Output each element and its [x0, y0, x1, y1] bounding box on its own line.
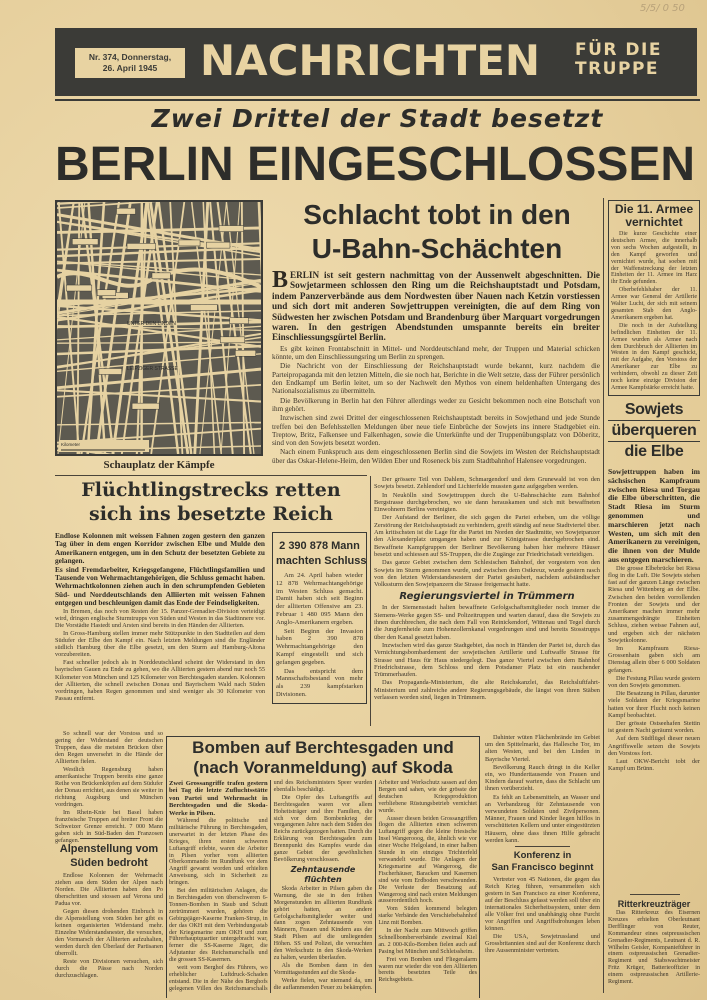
main-article-body: [272, 267, 600, 466]
paragraph: Der Aufstand der Berliner, die sich gegen die Partei erheben, um die völlige Zerstörung der Reichshauptstadt zu verhindern, greift ständig auf neue Stadtviertel über. Am kritischsten ist die Lage für die Partei im Norden der Stadtmitte, wo Sowjetpanzer den Alexanderplatz umgangen haben und zur Königstrasse durchgebrochen sind. Bewaffnete Kampfgruppen der Berliner Bevölkerung haben hier mehrere Häuser besetzt und schiessen auf SS-Truppen, die die Zugänge zur Friedrichstadt verteidigen.: [374, 514, 600, 558]
elbe-article: [608, 468, 700, 773]
paragraph: Vom Süden kommend belegten starke Verbände den Verschiebebahnhof Linz mit Bomben.: [378, 906, 477, 927]
paragraph: Die grosse Elbebrücke bei Riesa flog in die Luft. Die Sowjets stehen fast auf der ganzen Länge zwischen Riesa und Wittenberg an der Elbe. Zwischen den beiden vorrollenden Fronten der Sowjets und der Amerikaner machen immer mehr zusammengedrängte Einheiten Schluss, ziehen weisse Fahnen auf, und ergeben sich der nächsten Sowjetkolonne.: [608, 564, 700, 644]
bomben-headline: [168, 738, 478, 778]
alpen-body: [55, 872, 163, 979]
issue-date-box: [75, 48, 185, 78]
paragraph: Im Rhein-Knie bei Basel haben französische Truppen auf breiter Front die Schweizer Grenze erreicht. 7 000 Mann gaben sich in Süd-Baden den Franzosen gefangen.: [55, 809, 163, 844]
paragraph: Als die Bomben dann in den Vormittagsstunden auf die Skoda-: [273, 962, 373, 976]
map-caption: Schauplatz der Kämpfe: [103, 459, 215, 471]
main-article-lead: [272, 267, 600, 343]
elbe-title-3: die Elbe: [624, 443, 684, 460]
paragraph: Endlose Kolonnen der Wehrmacht ziehen aus dem Süden der Alpen nach Norden. Die Alliierten haben den Po überschritten und stossen auf Verona und Padua vor.: [55, 872, 163, 907]
armee-title-1: Die 11. Armee: [614, 202, 694, 216]
paragraph: In Bremen, das noch von Resten der 15. Panzer-Grenadier-Division verteidigt wird, dringen englische Sturmtrupps von Süden und Westen in das Stadtinnere vor. Die Vorstädte Hastedt und Arsten sind bereits in den Händen der Alliierten.: [55, 607, 265, 629]
elbe-body: [608, 565, 700, 773]
map-label-box: [117, 208, 136, 214]
paragraph: Frei von Bomben und Fliegeralarm waren nur wieder die von den Alliierten bereits besetzten Teile des Reichsgebiets.: [378, 956, 477, 984]
map-label-box: [219, 226, 243, 232]
konferenz-title-2: San Francisco beginnt: [491, 862, 594, 873]
map-scale-label: Kilometer: [61, 442, 81, 447]
mann-title-2: machten Schluss: [276, 555, 367, 567]
paragraph: Es fehlt an Lebensmitteln, an Wasser und an Verbandzeug für Zehntausende von verwundeten Soldaten und Zivilpersonen. Männer, Frauen und Kinder liegen hilflos in verschütteten Kellern und unter eingestürzten Häusern, ohne dass ihnen Hilfe gebracht werden kann.: [485, 793, 600, 844]
armee-headline: [611, 203, 697, 229]
paragraph: Vertreter von 45 Nationen, die gegen das Reich Krieg führen, versammelten sich gestern in San Francisco zu einer Konferenz, auf der Beschluss gefasst werden soll über ein internationales Sicherheitssystem, unter dem alle Völker frei und unabhängig ohne Furcht vor Angriffen und Angriffsdrohungen leben können.: [485, 876, 600, 932]
ritter-headline: Ritterkreuzträger: [617, 899, 691, 909]
paragraph: Oberbefehlshaber der 11. Armee war General der Artillerie Walter Lucht, der sich mit seinem gesamten Stab den Anglo-Amerikanern ergeben hat.: [611, 287, 697, 321]
konferenz-headline: [485, 850, 600, 874]
fluecht-tail: [55, 730, 163, 844]
paragraph: weit vom Berghof des Führers, wo erheblicher Luftdruck-Schaden entstand. Die in der Nähe des Berghofs gelegenen Villen des Reichsmarschalls und des Reichsministers Speer wurden ebenfalls beschädigt.: [169, 780, 373, 992]
subtitle-line-2: TRUPPE: [575, 59, 660, 79]
issue-date: 26. April 1945: [102, 63, 158, 73]
zehntausende-subhead: Zehntausende flüchten: [290, 864, 356, 884]
paragraph: Ausser diesen beiden Grossangriffen flogen die Alliierten einen schweren Luftangriff gegen die kleine friesische Insel Wangerooog, die, ähnlich wie vor einer Woche Helgoland, in einer halben Stunde in ein einziges Trichterfeld verwandelt wurde. Die Anlagen der Kriegsmarine auf Wangeroog, die Fischerhäuser, Baracken und Kasernen sind wie vom Erdboden verschwunden. Die Verluste der Besatzung auf Wangeroog sind nach ersten Meldungen ausserordentlich hoch.: [378, 815, 477, 905]
paragraph: Inzwischen wird das ganze Stadtgebiet, das noch in Händen der Partei ist, durch das Vernichtungsbombardement der sowjetischen Artillerie und Luftwaffe Strasse für Strasse und Haus für Haus niedergelegt. Das ganze Viertel zwischen dem Bahnhof Friedrichstrasse, dem Schloss und dem Potsdamer Platz ist ein rauchender Trümmerhaufen.: [374, 641, 600, 679]
paragraph: Das entspricht dem Mannschaftsbestand von mehr als 239 kampfstarken Divisionen.: [276, 667, 363, 698]
armee-body: [611, 231, 697, 392]
paragraph: Fast schneller jedoch als in Norddeutschland scheint der Widerstand in den bayrischen Gauen zu Ende zu gehen, wo die Alliierten gestern abend nur noch 55 Kilometer von München und 125 Kilometer von Berchtesgaden standen. Kolonnen der Alliierten, die schnell zwischen Donau und Bayrischem Wald nach Süden vordringen, haben Regen genommen und sind weniger als 30 Kilometer von Passau entfernt.: [55, 659, 265, 702]
headline-kicker: Zwei Drittel der Stadt besetzt: [151, 104, 604, 133]
main-article-tail: [485, 734, 600, 845]
column-divider: [603, 198, 604, 993]
main-title-line-2: U-Bahn-Schächten: [311, 233, 563, 264]
bomben-lead: Zwei Grossangriffe trafen gestern bei Tag die letzte Zufluchtsstätte von Partei und Wehrmacht in Berchtesgaden und die Skoda-Werke in Pilsen.: [169, 780, 268, 817]
main-headline: BERLIN EINGESCHLOSSEN: [55, 138, 696, 191]
paragraph: Die noch in der Aufstellung befindlichen Einheiten der 11. Armee wurden als Armee nach dem Durchbruch der Alliierten im Westen in den Kampf geschickt, mit der Aufgabe, den Vorstoss der Amerikaner zur Elbe zu verhindern, obwohl zu dieser Zeit noch keine einzige Division der Armee Kampfstärke erreicht hatte.: [611, 322, 697, 391]
drop-cap: B: [272, 267, 289, 293]
paragraph: Die Opfer des Luftangriffs auf Berchtesgaden waren vor allem Hoheitsträger und ihre Familien, die sich vor dem Bombenkrieg der vergangenen Jahre nach dem Süden des Reichs zurückgezogen hatten. Durch die Erklärung von Berchtesgaden zum Brennpunkt des Kampfes wurde das ganze Gebiet der gewöhnlichen Bevölkerung verschlossen.: [273, 794, 373, 863]
masthead-rule: [55, 99, 700, 101]
bomben-title-1: Bomben auf Berchtesgaden und: [192, 738, 454, 757]
paragraph: In der Nacht zum Mittwoch griffen Schnellbomberverbände zweimal Kiel an. 2 000-Kilo-Bomben fielen auch auf Pasing bei München und Schleissheim.: [378, 928, 477, 955]
paragraph: Die Besatzung in Pillau, darunter viele Soldaten der Kriegsmarine hatten vor ihrer Flucht noch keinen Kampf beobachtet.: [608, 690, 700, 719]
subtitle-line-1: FÜR DIE: [575, 40, 662, 60]
masthead: [55, 28, 697, 96]
map-label-box: [132, 403, 159, 409]
paragraph: Bei den militärischen Anlagen, die in Berchtesgaden von überschweren 6-Tonnen-Bomben in Staub und Schutt zertrümmert wurden, gehören die Gebirgsjäger-Kaserne Franken-Strup, in der das OKH mit dem Verbindungsstab der Kriegsmarine zum OKH und zum Führerhauptquartier untergebracht war, ferner die SS-Kaserne Jäger, die Adjutantur des Reichsmarschalls und die grossen SS-Kasernen.: [169, 888, 268, 964]
fluecht-title-2: sich ins besetzte Reich: [89, 503, 333, 525]
paragraph: In der Siemensstadt halten bewaffnete Gefolgschaftsmitglieder noch immer die Siemens-Werke gegen SS- und Polizeitruppen und warten darauf, dass die Sowjets zu ihnen durchbrechen, die nach dem Fall von Reinickendorf, Wittenau und Tegel durch die Jungfernheide zum Hohenzollernkanal vorgedrungen sind und bereits Stosstrupps über den Kanal gesetzt haben.: [374, 604, 600, 641]
paragraph: Inzwischen sind zwei Drittel der eingeschlossenen Reichshauptstadt bereits in Sowjethand und jede Stunde treffen bei den Befehlsstellen Meldungen über neue tiefe Einbrüche der Sowjets ins innere Stadtgebiet ein. Treptow, Britz, Falkensee und Falkenhagen, sowie die Unterkünfte und der Truppenübungsplatz von Döberitz, sind von den Sowjets besetzt worden.: [272, 414, 600, 448]
fluecht-continued: [55, 730, 163, 845]
paragraph: Endlose Kolonnen mit weissen Fahnen zogen gestern den ganzen Tag über in dem engen Korridor zwischen Elbe und Mulde den Amerikanern entgegen, um in den Schutz der besetzten Gebiete zu gelangen.: [55, 531, 265, 566]
ritter-article: [608, 898, 700, 987]
paragraph: Die Bevölkerung in Berlin hat den Führer allerdings weder zu Gesicht bekommen noch eine Botschaft von ihm gehört.: [272, 396, 600, 413]
map-label-box: [72, 239, 98, 245]
map-label-box: [220, 337, 244, 343]
paragraph: Skoda Arbeiter in Pilsen gaben die Warnung, die sie in den frühen Morgenstunden im alliierten Rundfunk gehört hatten, an andere Gefolgschaftsmitglieder weiter und dann zogen Zehntausende von Männern, Frauen und Kindern aus der Stadt Pilsen auf die umliegenden Höhen. SS und Polizei, die versuchten den Werkschutz in den Skoda-Werken zu halten, wurden überlaufen.: [273, 885, 373, 961]
map-label-box: [190, 305, 217, 311]
paragraph: Das Ritterkreuz des Eisernen Kreuzes erhielten Oberleutnant Derfflinger von Reuter, Kommandeur eines ostpreussischen Grenadier-Regiments, Leutnant d. R. Wilhelm Geisler, Kompanieführer in einem ostpreussischen Grenadier-Regiment und Stabswachtmeister Fritz Krüger, Batterieoffizier in einem ostpreussischen Artillerie-Regiment.: [608, 910, 700, 986]
paragraph: Bevölkerung Rauch dringt in die Keller ein, wo Hunderttausende von Frauen und Kindern darauf warten, dass die Schlacht um ihnen vorüberzieht.: [485, 763, 600, 793]
konferenz-article: [485, 876, 600, 955]
fluecht-title-1: Flüchtlingstrecks retten: [81, 479, 341, 501]
ritter-body: [608, 910, 700, 986]
fluecht-lead: [55, 532, 265, 608]
bomben-columns: [169, 780, 477, 993]
paragraph: Der grössere Teil von Dahlem, Schmargendorf und dem Grunewald ist von den Sowjets besetzt. Zehlendorf und Lichterfelde mussten ganz aufgegeben werden.: [374, 476, 600, 491]
main-article-continued: [374, 476, 600, 702]
map-label-leipziger: LEIPZIGER STRASSE: [127, 366, 178, 372]
fluecht-body: [55, 608, 265, 702]
map-label-box: [99, 368, 122, 374]
map-street: [218, 202, 251, 454]
main-article-headline: [272, 198, 602, 266]
archive-stamp: 5/5/ 0 50: [640, 3, 685, 14]
map-street: [242, 202, 244, 454]
paragraph: Werke fielen, war niemand da, um die auflammenden Feuer zu bekämpfen. Arbeiter und Werkschutz sassen auf den Bergen und sahen, wie der grösste der deutschen Kriegsproduktion verbliebene Rüstungsbetrieb vernichtet wurde.: [273, 780, 477, 991]
mann-body: [276, 572, 363, 699]
paragraph: Seit Beginn der Invasion haben 2 390 878 Wehrmachtangehörige den Kampf eingestellt und sich gefangen gegeben.: [276, 627, 363, 666]
paragraph: Nach einem Funkspruch aus dem eingeschlossenen Berlin sind die Sowjets im Westen der Reichshauptstadt über das Oskar-Helene-Heim, den Wilden Eber und Roseneck bis zum Stadtbahnhof Halensee vorgedrungen.: [272, 448, 600, 465]
paragraph: Die USA, Sowjetrussland und Grossbritannien sind auf der Konferenz durch ihre Aussenminister vertreten.: [485, 933, 600, 954]
map-label-box: [230, 318, 249, 324]
regierung-body: [374, 604, 600, 701]
elbe-title-1: Sowjets: [608, 400, 700, 421]
column-divider: [370, 476, 371, 726]
paragraph: Im Kampfraum Riesa-Grossenhain gaben sich am Dienstag allein über 6 000 Soldaten gefangen.: [608, 645, 700, 674]
map-street: [259, 202, 261, 454]
separator: [80, 838, 140, 839]
alpen-title-2: Süden bedroht: [70, 857, 148, 869]
paragraph: In Gross-Hamburg stellen immer mehr Stützpunkte in den Stadtteilen auf dem Südufer der Elbe den Kampf ein. Nach letzten Meldungen sind die Engländer südlich Hamburg über die Elbe gesetzt, um den Sturm auf Hamburg-Altona vorzubereiten.: [55, 629, 265, 659]
map-label-box: [179, 240, 200, 246]
elbe-title-2: überqueren: [608, 421, 700, 442]
konferenz-body: [485, 876, 600, 954]
paragraph: Auf dem Südflügel dieser neuen Angriffswelle setzen die Sowjets den Vorstoss fort.: [608, 735, 700, 757]
fluecht-headline: [55, 478, 367, 526]
paragraph: Das Propaganda-Ministerium, die alte Reichskanzlei, das Reichsluftfahrt-Ministerium und zahlreiche andere Regierungsgebäude, die längst von ihren Stäben verlassen worden sind, liegen in Trümmern.: [374, 679, 600, 702]
main-paragraphs: [272, 345, 600, 465]
alpen-title-1: Alpenstellung vom: [59, 843, 159, 855]
map-label-linden: UNTER DEN LINDEN: [127, 321, 176, 327]
map-label-box: [235, 350, 255, 356]
newspaper-subtitle: [575, 41, 662, 79]
paragraph: In Neukölln sind Sowjettruppen durch die U-Bahnschächte zum Bahnhof Bergstrasse durchgebrochen, wo sie dann herauskamen und sich mit bewaffneten Einwohnern Berlins vereinigten.: [374, 491, 600, 514]
paragraph: Die Festung Pillau wurde gestern von den Sowjets genommen.: [608, 674, 700, 690]
elbe-lead: Sowjettruppen haben im sächsischen Kampfraum zwischen Riesa und Torgau die Elbe überschritten, die Stadt Riesa im Sturm genommen und marschieren jetzt nach Westen, um sich mit den Amerikanern zu vereinigen, die ihnen von der Mulde aus entgegen marschieren.: [608, 467, 700, 564]
elbe-headline: [608, 400, 700, 462]
mann-headline: [276, 539, 367, 569]
paragraph: So schnell war der Vorstoss und so gering der Widerstand der deutschen Truppen, dass die meisten Brücken über den Regen unversehrt in die Hände der Alliierten fielen.: [55, 730, 163, 765]
map-label-box: [206, 242, 230, 248]
fluecht-article: [55, 532, 265, 703]
paragraph: Die Nachricht von der Einschliessung der Reichshauptstadt wurde bekannt, kurz nachdem die Parteipropaganda mit den letzten Mitteln, die sie noch hat, Berichte in die Welt setzte, dass der Führer persönlich den Endkampf um Berlin leitet, um so der Nachwelt den Mythos von einem heldenhaften Untergang des Nationalsozialismus zu übermitteln.: [272, 362, 600, 396]
armee-title-2: vernichtet: [625, 215, 683, 229]
paragraph: Das ganze Gebiet zwischen dem Schlesischen Bahnhof, der vorgestern von den Sowjets im Sturm genommen wurde, und zwischen dem Ostkreuz, wurde gestern rasch von den letzten Widerstandsnestern der Partei gesäubert, nachdem aufständischer Volkssturm den Sowjetpanzern die Strasse freigemacht hatte.: [374, 559, 600, 589]
paragraph: Während die politische und militärische Führung in Berchtesgaden, unerwartet in der letzten Phase des Krieges, ihren ersten schweren Luftangriff erlebte, waren die Arbeiter in Pilsen vorher vom alliierten Oberkommando im Rundfunk vor dem Angriff gewarnt worden und erhielten Anweisung, sich in Sicherheit zu bringen.: [169, 818, 268, 887]
paragraph: Es gibt keinen Frontabschnitt in Mittel- und Norddeutschland mehr, der Truppen und Material schicken könnte, um den Einschliessungsring um Berlin zu sprengen.: [272, 344, 600, 362]
separator: [515, 846, 570, 847]
newspaper-title: NACHRICHTEN: [200, 36, 541, 85]
map-label-box: [97, 290, 116, 296]
bomben-col-1-body: [169, 818, 268, 964]
main-tail-body: [485, 734, 600, 844]
paragraph: Westlich Regensburg haben amerikanische Truppen bereits eine ganze Reihe von Brückenköpfen auf dem Südufer der Donau errichtet, aus denen sie weiter in richtung Augsburg und München vordringen.: [55, 766, 163, 808]
berlin-map: [55, 200, 263, 456]
map-street: [57, 346, 261, 354]
map-label-box: [152, 273, 170, 279]
zehntausende-body: [274, 886, 373, 977]
paragraph: Gegen diesen drohenden Einbruch in die Alpenstellung vom Süden her gibt es keinen organisierten Widerstand mehr. Einzelne Widerstandsnester, die versuchen, den Vormarsch der Alliierten aufzuhalten, werden durch den Überlauf der Partisanen überrollt.: [55, 908, 163, 957]
separator: [55, 475, 367, 476]
regierung-subhead: Regierungsviertel in Trümmern: [399, 591, 575, 603]
mann-box: [272, 532, 367, 704]
bomben-title-2: (nach Voranmeldung) auf Skoda: [193, 758, 453, 777]
paragraph: Reste von Divisionen versuchen, sich durch die Pässe nach Norden durchzuschlagen.: [55, 958, 163, 979]
lead-text: ERLIN ist seit gestern nachmittag von der Aussenwelt abgeschnitten. Die Sowjetarmeen schlossen den Ring um die Reichshauptstadt und Potsdam, indem Panzerverbände aus dem Nordwesten über Nauen nach Ketzin vorstiessen und sich dort mit anderen Sowjettruppen vereinigten, die auf dem Ring von Südwesten her zwischen Potsdam und Brandenburg über Marquart vorgedrungen waren. In den gestrigen Abendstunden umspannte bereits ein breiter Einschliessungsgürtel Berlin.: [272, 270, 600, 343]
armee-box: [608, 200, 700, 396]
paragraph: Der grösste Ostseehafen Stettin ist gestern Nacht geräumt worden.: [608, 720, 700, 735]
paragraph: Es sind Fremdarbeiter, Kriegsgefangene, Flüchtlingsfamilien und Tausende von Wehrmachtangehörigen, die Schluss gemacht haben. Wehrmachtkolonnen ziehen auch in den schrumpfenden Gebieten Süd- und Norddeutschlands den Alliierten mit weissen Fahnen entgegen und beschleunigen damit das Ende der Feindseligkeiten.: [55, 564, 265, 608]
mann-title-1: 2 390 878 Mann: [279, 540, 360, 552]
continued-body: [374, 476, 600, 588]
paragraph: Laut OKW-Bericht tobt der Kampf um Brünn.: [608, 758, 700, 773]
map-label-box: [127, 243, 156, 249]
separator: [630, 894, 680, 895]
paragraph: Dahinter wüten Flächenbrände im Gebiet um den Spittelmarkt, das Hallesche Tor, im alten Westen, und bei den Linden in Bayrische Viertel.: [485, 734, 600, 763]
issue-number: Nr. 374, Donnerstag,: [88, 52, 172, 62]
paragraph: Am 24. April haben wieder 12 878 Wehrmachtangehörige im Westen Schluss gemacht. Damit haben sich seit Beginn der alliierten Offensive am 23. Februar 1 480 095 Mann den Anglo-Amerikanern ergeben.: [276, 572, 363, 626]
map-illustration: [57, 202, 261, 454]
main-title-line-1: Schlacht tobt in den: [303, 199, 571, 230]
paragraph: Die kurze Geschichte einer deutschen Armee, die innerhalb von sechs Wochen aufgestellt, in den Kampf geworfen und vernichtet wurde, hat soeben mit der Waffenstreckung der letzten Einheiten der 11. Armee im Harz ihr Ende gefunden.: [611, 231, 697, 286]
konferenz-title-1: Konferenz in: [513, 850, 572, 861]
alpen-headline: [55, 842, 163, 870]
map-label-box: [66, 285, 91, 291]
alpen-article: [55, 872, 163, 980]
